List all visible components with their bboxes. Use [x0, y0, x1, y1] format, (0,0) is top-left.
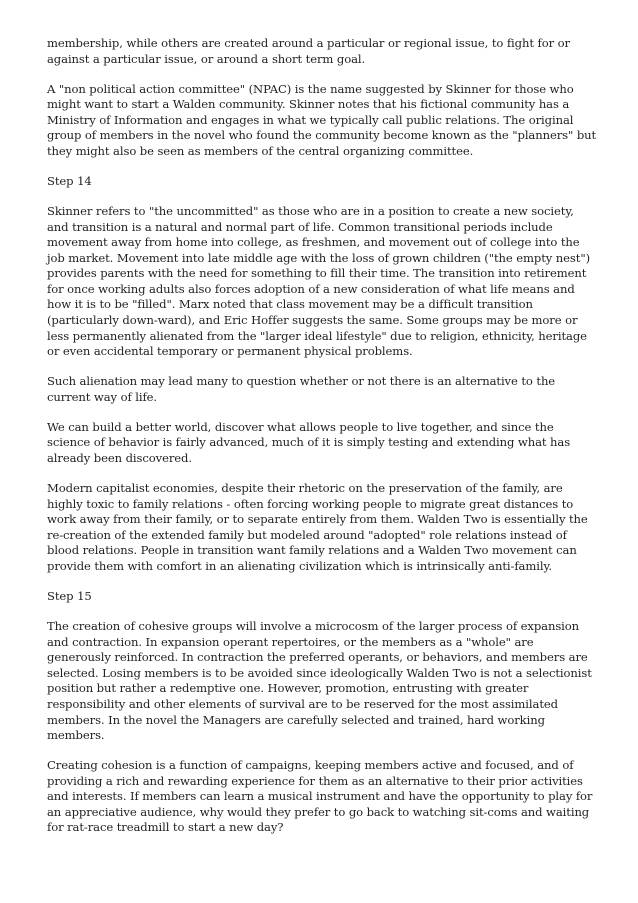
document-page: [47, 36, 597, 850]
paragraph-alienation: Such alienation may lead many to question whether or not there is an alternative to the current way of life.: [47, 374, 556, 404]
paragraph-creating-cohesion: Creating cohesion is a function of campaigns, keeping members active and focused, and of providing a rich and rewarding experience for them as an alternative to their prior activities and interests. If members can learn a musical instrument and have the opportunity to play for an appreciative audience, why would they prefer to go back to watching sit-coms and waiting for rat-race treadmill to start a new day?: [47, 758, 593, 835]
step-15-heading: Step 15: [47, 588, 92, 603]
paragraph-membership-continued: membership, while others are created around a particular or regional issue, to fight for or against a particular issue, or around a short term goal.: [47, 36, 570, 66]
paragraph-capitalist-economies: Modern capitalist economies, despite their rhetoric on the preservation of the family, are highly toxic to family relations - often forcing working people to migrate great distances to work away from their family, or to separate entirely from them. Walden Two is essentially the re-creation of the extended family but modeled around "adopted" role relations instead of blood relations. People in transition want family relations and a Walden Two movement can provide them with comfort in an alienating civilization which is intrinsically anti-family.: [47, 481, 588, 573]
paragraph-npac: A "non political action committee" (NPAC) is the name suggested by Skinner for those who might want to start a Walden community. Skinner notes that his fictional community has a Ministry of Information and engages in what we typically call public relations. The original group of members in the novel who found the community become known as the "planners" but they might also be seen as members of the central organizing committee.: [47, 81, 597, 158]
paragraph-better-world: We can build a better world, discover what allows people to live together, and since the science of behavior is fairly advanced, much of it is simply testing and extending what has already been discovered.: [47, 419, 571, 466]
step-14-heading: Step 14: [47, 173, 92, 188]
paragraph-uncommitted: Skinner refers to "the uncommitted" as those who are in a position to create a new society, and transition is a natural and normal part of life. Common transitional periods include movement away from home into college, as freshmen, and movement out of college into the job market. Movement into late middle age with the loss of grown children ("the empty nest") provides parents with the need for something to fill their time. The transition into retirement for once working adults also forces adoption of a new consideration of what life means and how it is to be "filled". Marx noted that class movement may be a difficult transition (particularly down-ward), and Eric Hoffer suggests the same. Some groups may be more or less permanently alienated from the "larger ideal lifestyle" due to religion, ethnicity, heritage or even accidental temporary or permanent physical problems.: [47, 203, 590, 359]
paragraph-cohesive-groups: The creation of cohesive groups will involve a microcosm of the larger process of expansion and contraction. In expansion operant repertoires, or the members as a "whole" are generously reinforced. In contraction the preferred operants, or behaviors, and members are selected. Losing members is to be avoided since ideologically Walden Two is not a selectionist position but rather a redemptive one. However, promotion, entrusting with greater responsibility and other elements of survival are to be reserved for the most assimilated members. In the novel the Managers are carefully selected and trained, hard working members.: [47, 618, 592, 743]
